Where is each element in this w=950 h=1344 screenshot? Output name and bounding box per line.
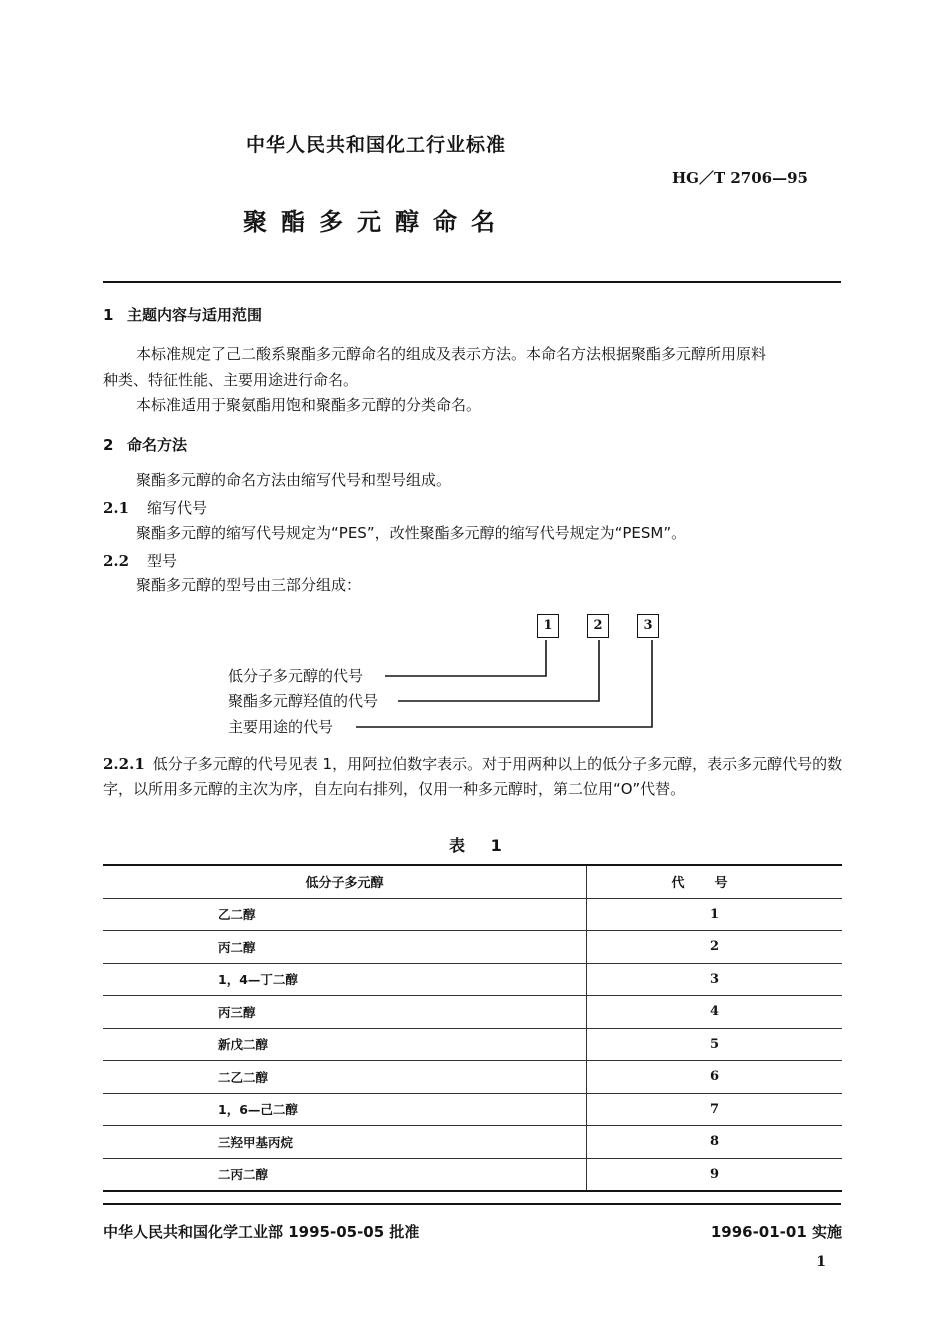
table-cell-polyol: 二乙二醇: [103, 1061, 587, 1094]
table-cell-code: 3: [587, 963, 843, 996]
section-1-para1-line1: 本标准规定了己二酸系聚酯多元醇命名的组成及表示方法。本命名方法根据聚酯多元醇所用原料: [136, 345, 767, 363]
table-cell-polyol: 1，4—丁二醇: [103, 963, 587, 996]
table-row: [103, 898, 842, 931]
table-cell-code: 2: [587, 931, 843, 964]
diagram-box-1: 1: [537, 614, 559, 638]
footer-divider: [103, 1203, 841, 1205]
section-1-number: 1: [103, 306, 114, 324]
connector-line-2: [398, 640, 599, 701]
section-2-intro: 聚酯多元醇的命名方法由缩写代号和型号组成。: [136, 471, 452, 489]
section-2-number: 2: [103, 436, 114, 454]
table-row: [103, 1093, 842, 1126]
effective-date: 1996-01-01 实施: [710, 1223, 842, 1241]
table-cell-code: 9: [587, 1158, 843, 1191]
table-cell-polyol: 三羟甲基丙烷: [103, 1126, 587, 1159]
subsection-2-1-title: 缩写代号: [147, 499, 208, 517]
page-number: 1: [816, 1254, 826, 1270]
section-1-para1-line2: 种类、特征性能、主要用途进行命名。: [103, 371, 359, 389]
document-title: 聚酯多元醇命名: [243, 208, 509, 236]
diagram-box-3: 3: [637, 614, 659, 638]
table-row: [103, 996, 842, 1029]
table-cell-code: 1: [587, 898, 843, 931]
table-cell-polyol: 二丙二醇: [103, 1158, 587, 1191]
table-cell-code: 8: [587, 1126, 843, 1159]
table-cell-code: 5: [587, 1028, 843, 1061]
table-cell-polyol: 乙二醇: [103, 898, 587, 931]
table-cell-polyol: 丙三醇: [103, 996, 587, 1029]
table-1: [103, 864, 842, 1192]
subsection-2-2-text: 聚酯多元醇的型号由三部分组成：: [136, 576, 362, 594]
table-row: [103, 1028, 842, 1061]
table-cell-code: 7: [587, 1093, 843, 1126]
table-cell-code: 6: [587, 1061, 843, 1094]
diagram-label-3: 主要用途的代号: [228, 718, 334, 736]
subsection-2-1-text: 聚酯多元醇的缩写代号规定为“PES”，改性聚酯多元醇的缩写代号规定为“PESM”。: [136, 524, 687, 542]
approval-note: 中华人民共和国化学工业部 1995-05-05 批准: [103, 1223, 420, 1241]
connector-line-3: [356, 640, 652, 727]
diagram-label-2: 聚酯多元醇羟值的代号: [228, 692, 379, 710]
table-cell-polyol: 1，6—己二醇: [103, 1093, 587, 1126]
standard-number: HG／T 2706—95: [672, 169, 808, 187]
subsection-2-1-number: 2.1: [103, 499, 130, 517]
subsection-2-2-title: 型号: [147, 552, 178, 570]
section-1-para2: 本标准适用于聚氨酯用饱和聚酯多元醇的分类命名。: [136, 396, 482, 414]
table-cell-polyol: 新戊二醇: [103, 1028, 587, 1061]
table-row: [103, 1158, 842, 1191]
subsection-2-2-1-text: 低分子多元醇的代号见表 1，用阿拉伯数字表示。对于用两种以上的低分子多元醇，表示多元醇代号的数字，以所用多元醇的主次为序，自左向右排列，仅用一种多元醇时，第二位用“O”代替。: [103, 755, 843, 798]
subsection-2-2-number: 2.2: [103, 552, 130, 570]
diagram-label-1: 低分子多元醇的代号: [228, 667, 364, 685]
table-row: [103, 963, 842, 996]
connector-line-1: [385, 640, 546, 676]
table-row: [103, 1061, 842, 1094]
section-2-title: 命名方法: [127, 436, 188, 454]
table-header-row: [103, 865, 842, 898]
table-cell-code: 4: [587, 996, 843, 1029]
table-header-code: 代号: [587, 865, 843, 898]
table-header-polyol: 低分子多元醇: [103, 865, 587, 898]
subsection-2-2-1: [103, 752, 843, 802]
table-1-caption: 表 1: [449, 836, 512, 855]
section-1-title: 主题内容与适用范围: [127, 306, 263, 324]
diagram-box-2: 2: [587, 614, 609, 638]
header-title: 中华人民共和国化工行业标准: [246, 134, 507, 156]
table-cell-polyol: 丙二醇: [103, 931, 587, 964]
subsection-2-2-1-number: 2.2.1: [103, 755, 145, 773]
table-row: [103, 1126, 842, 1159]
table-row: [103, 931, 842, 964]
